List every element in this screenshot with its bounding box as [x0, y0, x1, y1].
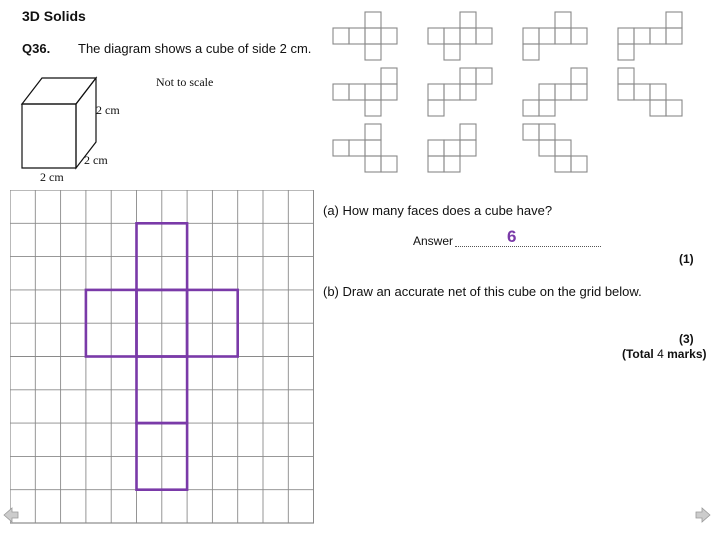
net-cell [476, 68, 492, 84]
net-example [333, 12, 397, 60]
net-cell [571, 84, 587, 100]
net-cell [618, 84, 634, 100]
net-cell [365, 28, 381, 44]
net-cell [650, 28, 666, 44]
net-cell [555, 28, 571, 44]
net-example [428, 12, 492, 60]
net-cell [523, 124, 539, 140]
net-cell [381, 156, 397, 172]
dimension-label-depth: 2 cm [84, 153, 108, 167]
net-cell [571, 28, 587, 44]
net-example [428, 68, 492, 116]
net-cell [349, 84, 365, 100]
net-cell [618, 28, 634, 44]
answer-label: Answer [413, 234, 454, 248]
net-cell [539, 140, 555, 156]
cube-top-face [22, 78, 96, 104]
net-cell [333, 28, 349, 44]
net-example [333, 68, 397, 116]
part-b-marks: (3) [679, 332, 694, 346]
net-cell [365, 140, 381, 156]
net-cell [365, 156, 381, 172]
net-cell [365, 44, 381, 60]
cube-front-face [22, 104, 76, 168]
net-cell [618, 44, 634, 60]
net-cell [444, 44, 460, 60]
part-a-marks: (1) [679, 252, 694, 266]
net-cell [539, 28, 555, 44]
net-cell [444, 156, 460, 172]
part-b-question: (b) Draw an accurate net of this cube on the grid below. [323, 284, 642, 299]
answer-value: 6 [507, 227, 517, 246]
net-example [523, 124, 587, 172]
arrow-left-icon[interactable] [2, 506, 20, 524]
total-number: 4 [657, 347, 664, 361]
net-cell [555, 156, 571, 172]
net-cell [523, 28, 539, 44]
net-example [618, 68, 682, 116]
part-a-question: (a) How many faces does a cube have? [323, 203, 553, 218]
net-cell [444, 140, 460, 156]
total-marks [622, 347, 707, 361]
net-cell [365, 100, 381, 116]
net-cell [650, 84, 666, 100]
net-cell [571, 156, 587, 172]
net-example [618, 12, 682, 60]
net-cell [476, 28, 492, 44]
net-cell [666, 28, 682, 44]
not-to-scale-label: Not to scale [156, 75, 214, 89]
net-cell [349, 28, 365, 44]
net-cell [365, 12, 381, 28]
net-cell [381, 28, 397, 44]
total-prefix: (Total [622, 347, 658, 361]
net-cell [460, 28, 476, 44]
net-cell [666, 12, 682, 28]
net-cell [460, 12, 476, 28]
net-cell [428, 84, 444, 100]
drawing-grid [10, 190, 314, 526]
net-cell [444, 28, 460, 44]
dimension-label-height: 2 cm [96, 103, 120, 117]
net-example [333, 124, 397, 172]
net-cell [523, 100, 539, 116]
question-number: Q36. [22, 41, 51, 56]
net-cell [444, 84, 460, 100]
net-cell [539, 100, 555, 116]
net-cell [539, 84, 555, 100]
net-cell [460, 68, 476, 84]
net-cell [349, 140, 365, 156]
net-cell [428, 100, 444, 116]
net-cell [650, 100, 666, 116]
net-cell [460, 124, 476, 140]
net-cell [428, 28, 444, 44]
net-cell [365, 124, 381, 140]
net-cell [555, 140, 571, 156]
question-text: The diagram shows a cube of side 2 cm. [78, 41, 312, 56]
net-cell [555, 84, 571, 100]
answer-line [455, 240, 601, 247]
net-cell [634, 28, 650, 44]
net-example [523, 68, 587, 116]
nets-gallery [328, 10, 698, 180]
page-title: 3D Solids [22, 8, 86, 24]
arrow-right-icon[interactable] [694, 506, 712, 524]
net-cell [428, 156, 444, 172]
total-suffix: marks) [663, 347, 707, 361]
net-cell [523, 44, 539, 60]
net-cell [618, 68, 634, 84]
net-cell [539, 124, 555, 140]
net-example [428, 124, 476, 172]
net-cell [428, 140, 444, 156]
net-cell [634, 84, 650, 100]
net-cell [460, 140, 476, 156]
net-cell [460, 84, 476, 100]
net-cell [666, 100, 682, 116]
net-cell [333, 84, 349, 100]
dimension-label-width: 2 cm [40, 170, 64, 184]
net-cell [333, 140, 349, 156]
net-cell [381, 68, 397, 84]
net-cell [571, 68, 587, 84]
net-cell [365, 84, 381, 100]
net-cell [555, 12, 571, 28]
net-cell [381, 84, 397, 100]
net-example [523, 12, 587, 60]
